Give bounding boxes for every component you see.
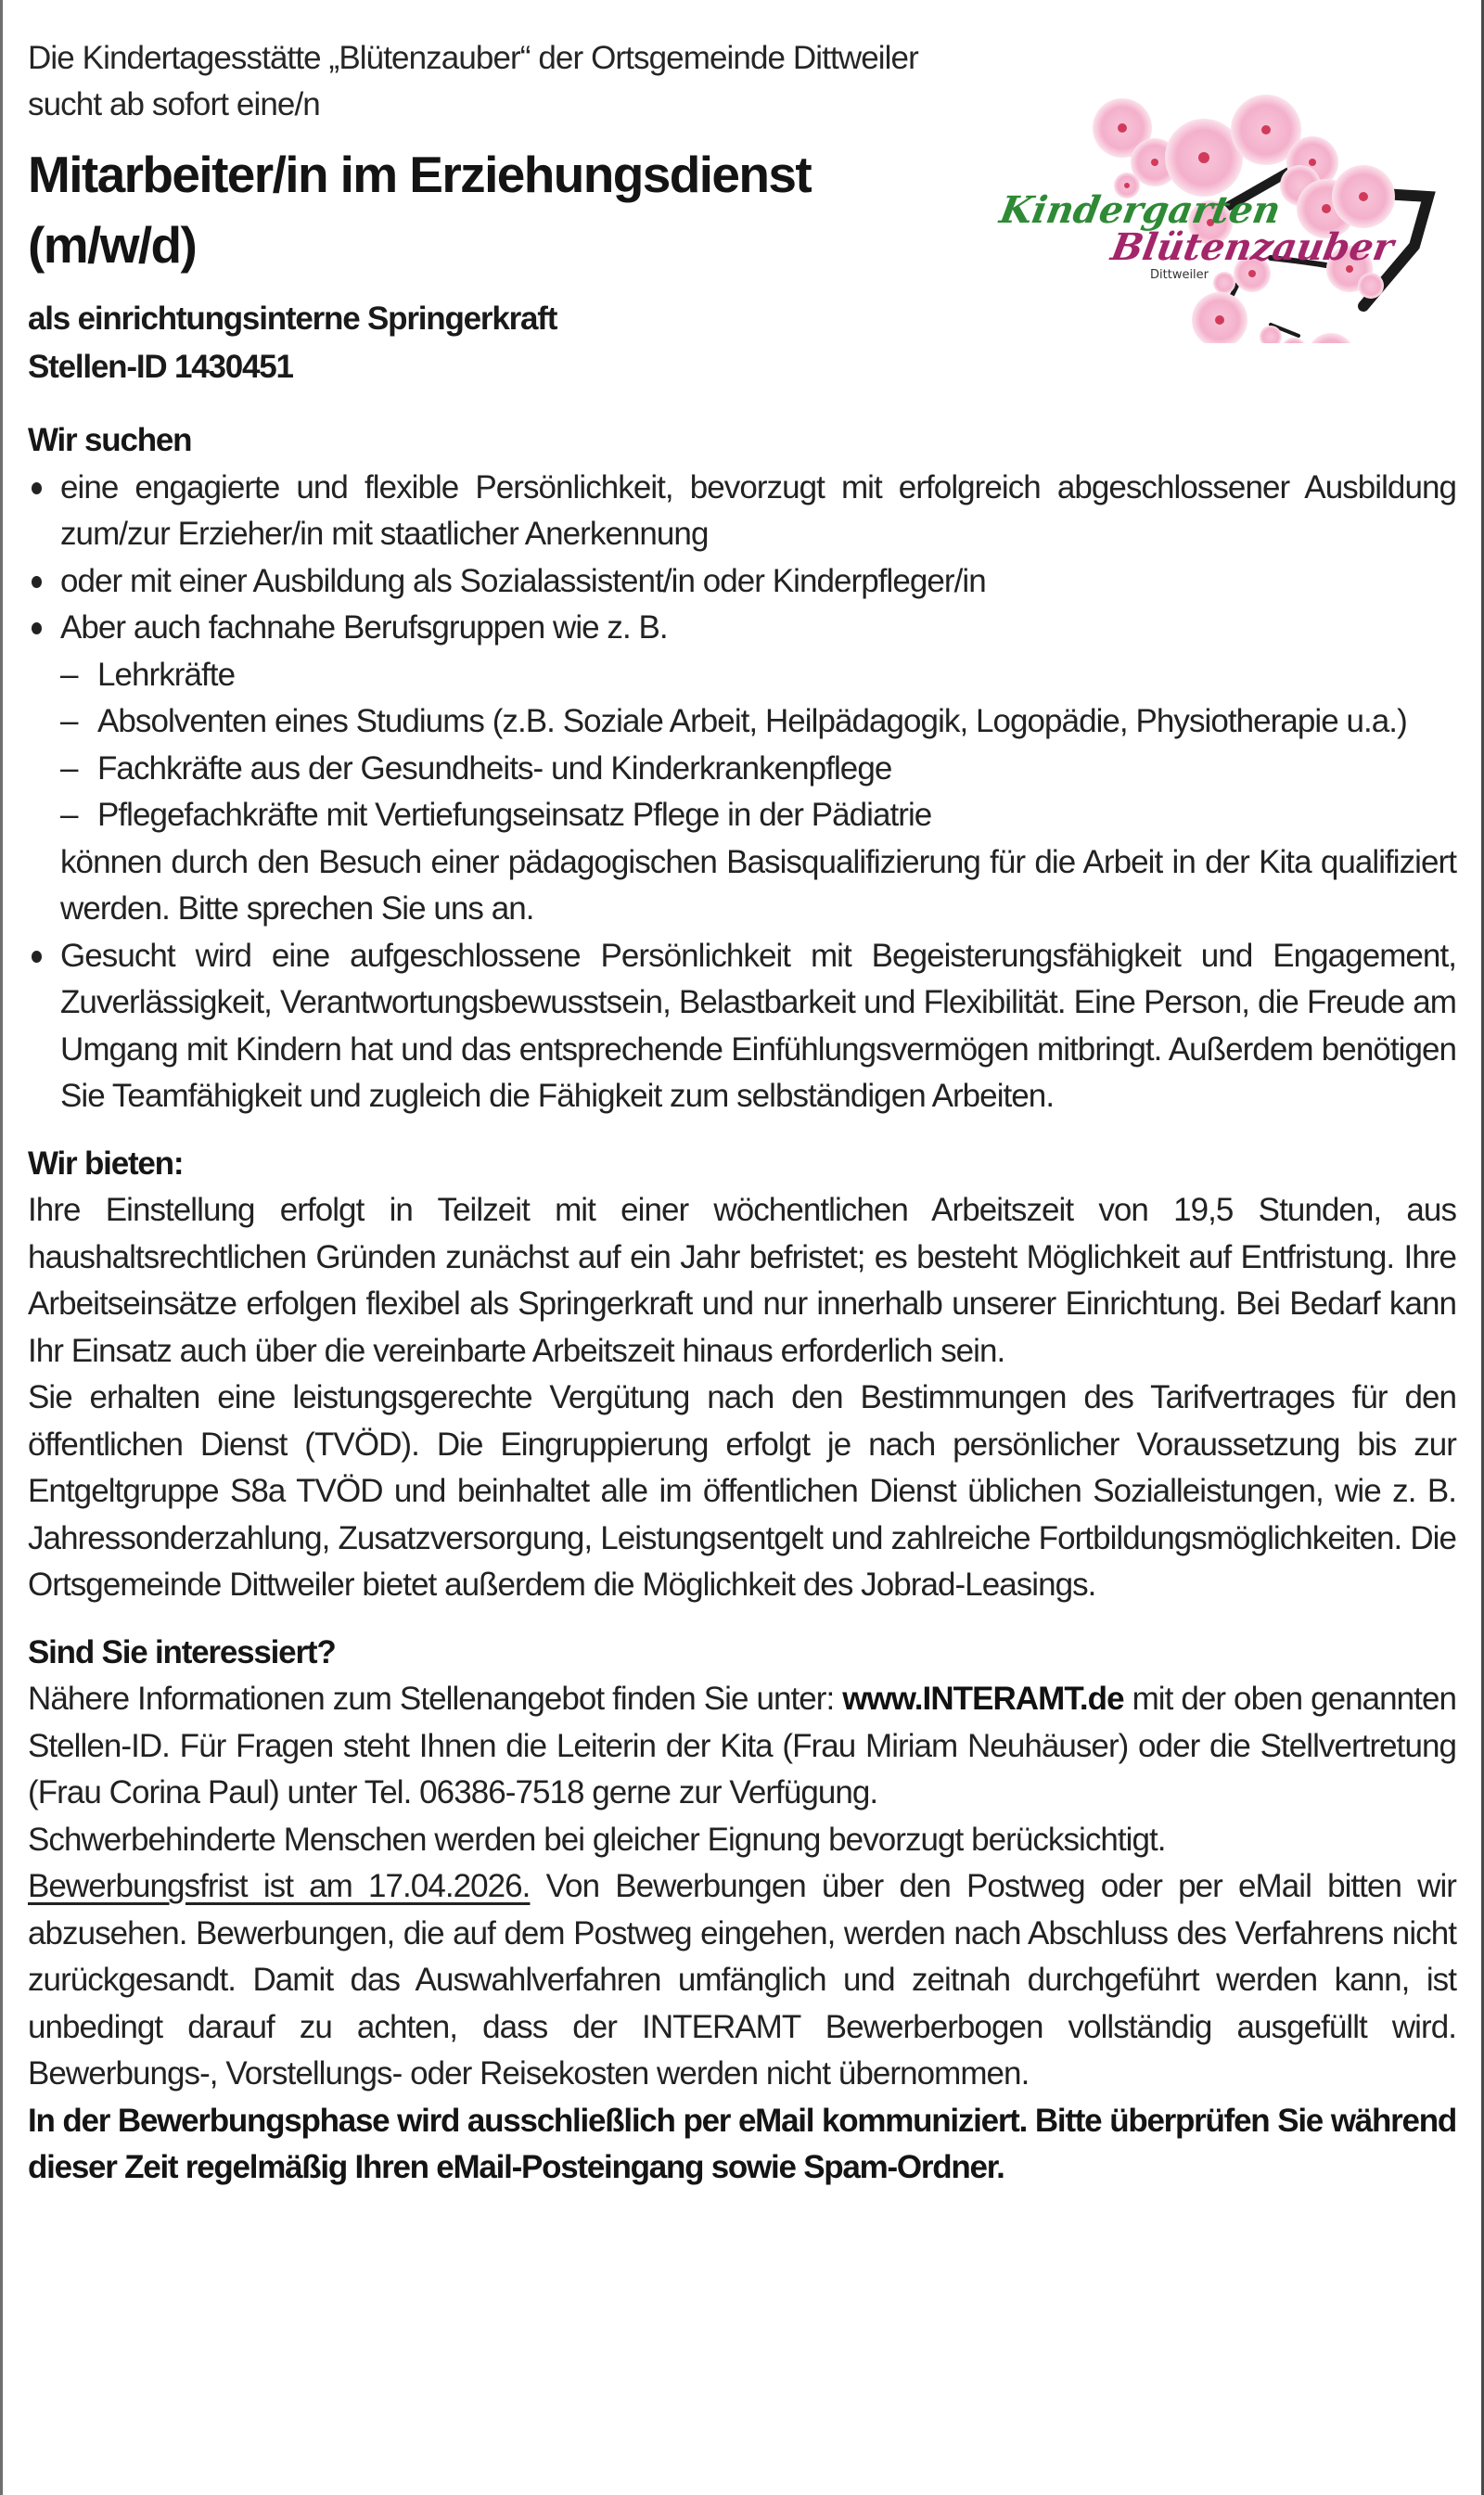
sub-list-item: – Absolventen eines Studiums (z.B. Soziale Arbeit, Heilpädagogik, Logopädie, Physiotherapie u.a.) xyxy=(28,698,1456,746)
list-item: eine engagierte und flexible Persönlichkeit, bevorzugt mit erfolgreich abgeschlossener Ausbildung zum/zur Erzieher/in mit staatlicher Anerkennung xyxy=(28,465,1456,558)
blossom-branch-logo xyxy=(992,56,1484,343)
qualification-note: können durch den Besuch einer pädagogischen Basisqualifizierung für die Arbeit in der Kita qualifiziert werden. Bitte sprechen Sie uns an. xyxy=(60,843,1456,927)
list-item-text: Aber auch fachnahe Berufsgruppen wie z. B. xyxy=(60,609,668,646)
main-body xyxy=(28,417,1456,2192)
job-title-gender: (m/w/d) xyxy=(28,216,197,274)
section-heading: Wir bieten: xyxy=(28,1145,184,1182)
section-interessiert xyxy=(28,1630,1456,2192)
contact-text: Nähere Informationen zum Stellenangebot finden Sie unter: xyxy=(28,1681,843,1717)
offer-paragraph: Ihre Einstellung erfolgt in Teilzeit mit einer wöchentlichen Arbeitszeit von 19,5 Stunden, aus haushaltsrechtlichen Gründen zunächst auf ein Jahr befristet; es besteht Möglichkeit auf Entfristung. Ihre Arbeitseinsätze erfolgen flexibel als Springerkraft und nur innerhalb unserer Einrichtung. Bei Bedarf kann Ihr Einsatz auch über die vereinbarte Arbeitszeit hinaus erforderlich sein. xyxy=(28,1192,1456,1369)
list-item: Gesucht wird eine aufgeschlossene Persönlichkeit mit Begeisterungsfähigkeit und Engagement, Zuverlässigkeit, Verantwortungsbewusstsein, Belastbarkeit und Flexibilität. Eine Person, die Freude am Umgang mit Kindern hat und das entsprechende Einfühlungsvermögen mitbringt. Außerdem benötigen Sie Teamfähigkeit und zugleich die Fähigkeit zum selbständigen Arbeiten. xyxy=(28,933,1456,1120)
requirements-list xyxy=(28,465,1456,1120)
application-deadline: Bewerbungsfrist ist am 17.04.2026. xyxy=(28,1868,531,1904)
related-professions-list xyxy=(28,652,1456,839)
logo-text-dittweiler: Dittweiler xyxy=(1150,268,1209,282)
section-wir-suchen xyxy=(28,417,1456,1120)
logo-text-bluetenzauber: Blütenzauber xyxy=(1107,224,1398,269)
list-item xyxy=(28,605,1456,933)
logo-text-kindergarten: Kindergarten xyxy=(996,187,1285,232)
list-item: oder mit einer Ausbildung als Sozialassistent/in oder Kinderpfleger/in xyxy=(28,558,1456,606)
deadline-paragraph xyxy=(28,1863,1456,2098)
job-title xyxy=(28,139,983,280)
section-wir-bieten xyxy=(28,1141,1456,1609)
sub-list-item: – Pflegefachkräfte mit Vertiefungseinsatz Pflege in der Pädiatrie xyxy=(28,792,1456,839)
stellen-id: Stellen-ID 1430451 xyxy=(28,349,293,385)
kindergarten-logo xyxy=(992,56,1484,343)
deadline-text: Von Bewerbungen über den Postweg oder per eMail bitten wir abzusehen. Bewerbungen, die auf dem Postweg eingehen, werden nach Abschluss des Verfahrens nicht zurückgesandt. Damit das Auswahlverfahren umfänglich und zeitnah durchgeführt werden kann, ist unbedingt darauf zu achten, dass der INTERAMT Bewerberbogen vollständig ausgefüllt wird. Bewerbungs-, Vorstellungs- oder Reisekosten werden nicht übernommen. xyxy=(28,1868,1456,2092)
contact-text: mit der oben genannten Stellen-ID. Für Fragen steht Ihnen die Leiterin der Kita (Frau Miriam Neuhäuser) oder die Stellvertretung (Frau Corina Paul) unter Tel. 06386-7518 gerne zur Verfügung. xyxy=(28,1681,1456,1810)
email-communication-note: In der Bewerbungsphase wird ausschließlich per eMail kommuniziert. Bitte überprüfen Sie während dieser Zeit regelmäßig Ihren eMail-Posteingang sowie Spam-Ordner. xyxy=(28,2102,1456,2185)
contact-paragraph xyxy=(28,1676,1456,1817)
job-subtitle xyxy=(28,295,556,391)
interamt-link[interactable]: www.INTERAMT.de xyxy=(842,1681,1124,1717)
section-heading: Wir suchen xyxy=(28,422,192,458)
section-heading: Sind Sie interessiert? xyxy=(28,1633,336,1670)
offer-paragraph: Sie erhalten eine leistungsgerechte Vergütung nach den Bestimmungen des Tarifvertrages für den öffentlichen Dienst (TVÖD). Die Eingruppierung erfolgt je nach persönlicher Voraussetzung bis zur Entgeltgruppe S8a TVÖD und beinhaltet alle im öffentlichen Dienst üblichen Sozialleistungen, wie z. B. Jahressonderzahlung, Zusatzversorgung, Leistungsentgelt und zahlreiche Fortbildungsmöglichkeiten. Die Ortsgemeinde Dittweiler bietet außerdem die Möglichkeit des Jobrad-Leasings. xyxy=(28,1379,1456,1603)
position-type: als einrichtungsinterne Springerkraft xyxy=(28,301,557,337)
sub-list-item: – Lehrkräfte xyxy=(28,652,1456,699)
disability-note: Schwerbehinderte Menschen werden bei gleicher Eignung bevorzugt berücksichtigt. xyxy=(28,1821,1166,1858)
job-title-line: Mitarbeiter/in im Erziehungsdienst xyxy=(28,146,812,203)
sub-list-item: – Fachkräfte aus der Gesundheits- und Kinderkrankenpflege xyxy=(28,746,1456,793)
intro-text: Die Kindertagesstätte „Blütenzauber“ der Ortsgemeinde Dittweiler sucht ab sofort eine/n xyxy=(28,40,918,122)
